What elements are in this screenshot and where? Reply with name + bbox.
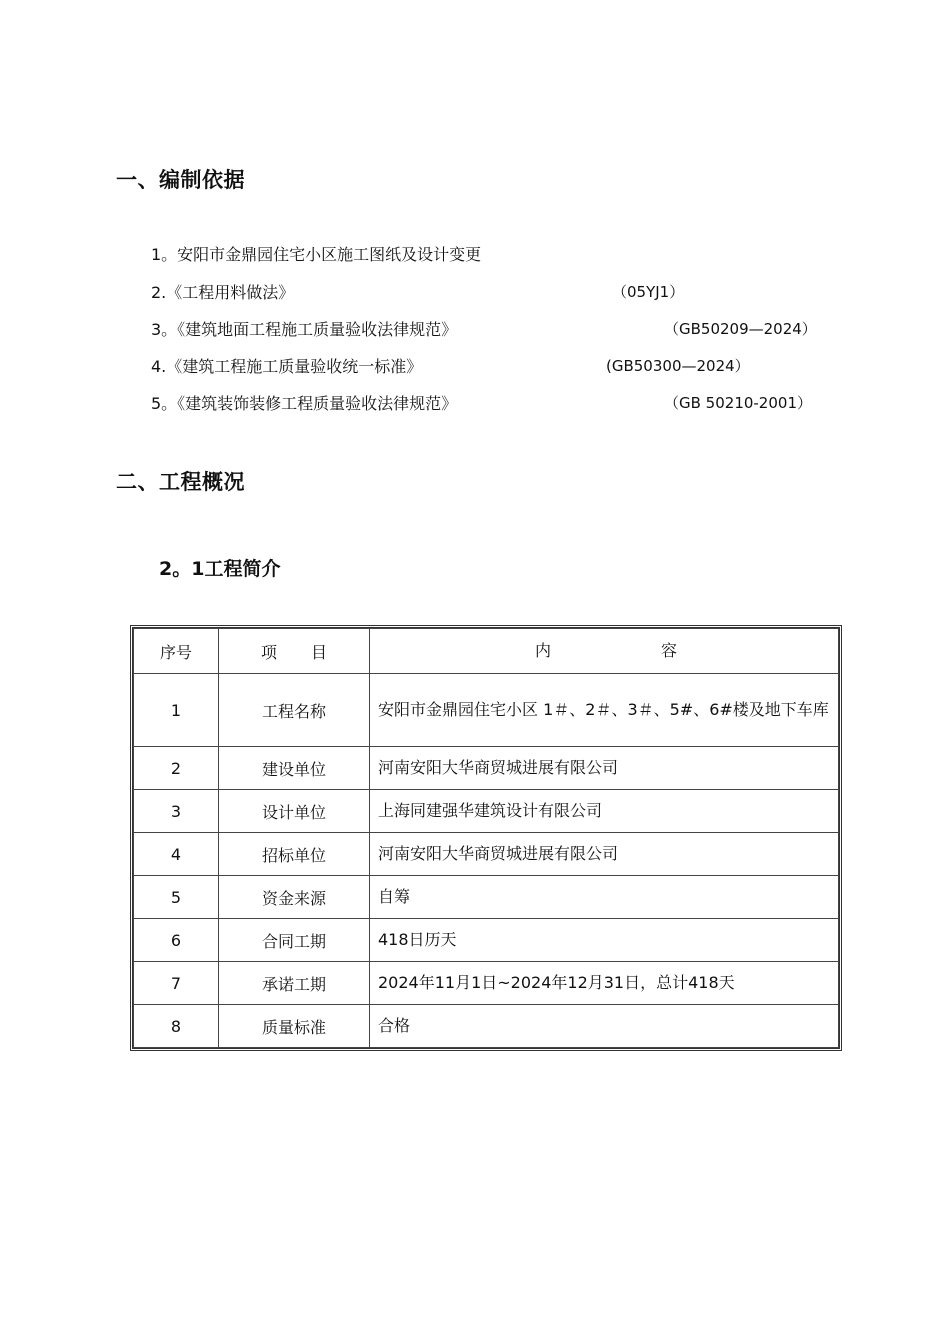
table-row xyxy=(134,790,839,833)
cell-item: 承诺工期 xyxy=(219,962,370,1005)
table-row xyxy=(134,747,839,790)
cell-item: 招标单位 xyxy=(219,833,370,876)
reference-item: 3。《建筑地面工程施工质量验收法律规范》 xyxy=(151,320,458,339)
cell-item: 工程名称 xyxy=(219,674,370,747)
cell-content: 418日历天 xyxy=(370,919,839,962)
header-char: 目 xyxy=(311,642,328,662)
cell-content: 上海同建强华建筑设计有限公司 xyxy=(370,790,839,833)
cell-content: 自筹 xyxy=(370,876,839,919)
cell-no: 2 xyxy=(134,747,219,790)
cell-content: 2024年11月1日~2024年12月31日，总计418天 xyxy=(370,962,839,1005)
table-row xyxy=(134,833,839,876)
header-char: 内 xyxy=(534,641,551,660)
section2-subtitle: 2。1工程简介 xyxy=(159,558,281,580)
cell-item: 合同工期 xyxy=(219,919,370,962)
header-no: 序号 xyxy=(134,629,219,674)
header-char: 项 xyxy=(260,642,277,662)
reference-item: 2.《工程用料做法》 xyxy=(151,283,295,302)
section2-title: 二、工程概况 xyxy=(116,470,245,494)
cell-content: 安阳市金鼎园住宅小区 1＃、2＃、3＃、5#、6#楼及地下车库 xyxy=(370,674,839,747)
reference-code: （GB 50210-2001） xyxy=(664,394,812,412)
reference-item: 4.《建筑工程施工质量验收统一标准》 xyxy=(151,357,423,376)
cell-item: 资金来源 xyxy=(219,876,370,919)
header-char: 容 xyxy=(661,641,678,660)
reference-code: (GB50300—2024） xyxy=(606,357,750,375)
table-header-row xyxy=(134,629,839,674)
project-table xyxy=(130,625,842,1051)
cell-no: 7 xyxy=(134,962,219,1005)
cell-item: 建设单位 xyxy=(219,747,370,790)
cell-content: 河南安阳大华商贸城进展有限公司 xyxy=(370,747,839,790)
cell-no: 1 xyxy=(134,674,219,747)
table-row xyxy=(134,876,839,919)
cell-item: 质量标准 xyxy=(219,1005,370,1048)
reference-item: 5。《建筑装饰装修工程质量验收法律规范》 xyxy=(151,394,458,413)
cell-content: 合格 xyxy=(370,1005,839,1048)
section1-title: 一、编制依据 xyxy=(116,168,245,192)
cell-no: 6 xyxy=(134,919,219,962)
cell-no: 8 xyxy=(134,1005,219,1048)
table-row xyxy=(134,962,839,1005)
table-row xyxy=(134,674,839,747)
cell-item: 设计单位 xyxy=(219,790,370,833)
header-content xyxy=(370,629,839,674)
cell-content: 河南安阳大华商贸城进展有限公司 xyxy=(370,833,839,876)
cell-no: 5 xyxy=(134,876,219,919)
cell-no: 4 xyxy=(134,833,219,876)
header-item xyxy=(219,629,370,674)
reference-code: （GB50209—2024） xyxy=(664,320,817,338)
table-row xyxy=(134,919,839,962)
reference-item: 1。安阳市金鼎园住宅小区施工图纸及设计变更 xyxy=(151,245,482,264)
reference-code: （05YJ1） xyxy=(612,283,685,301)
cell-no: 3 xyxy=(134,790,219,833)
table-row xyxy=(134,1005,839,1048)
